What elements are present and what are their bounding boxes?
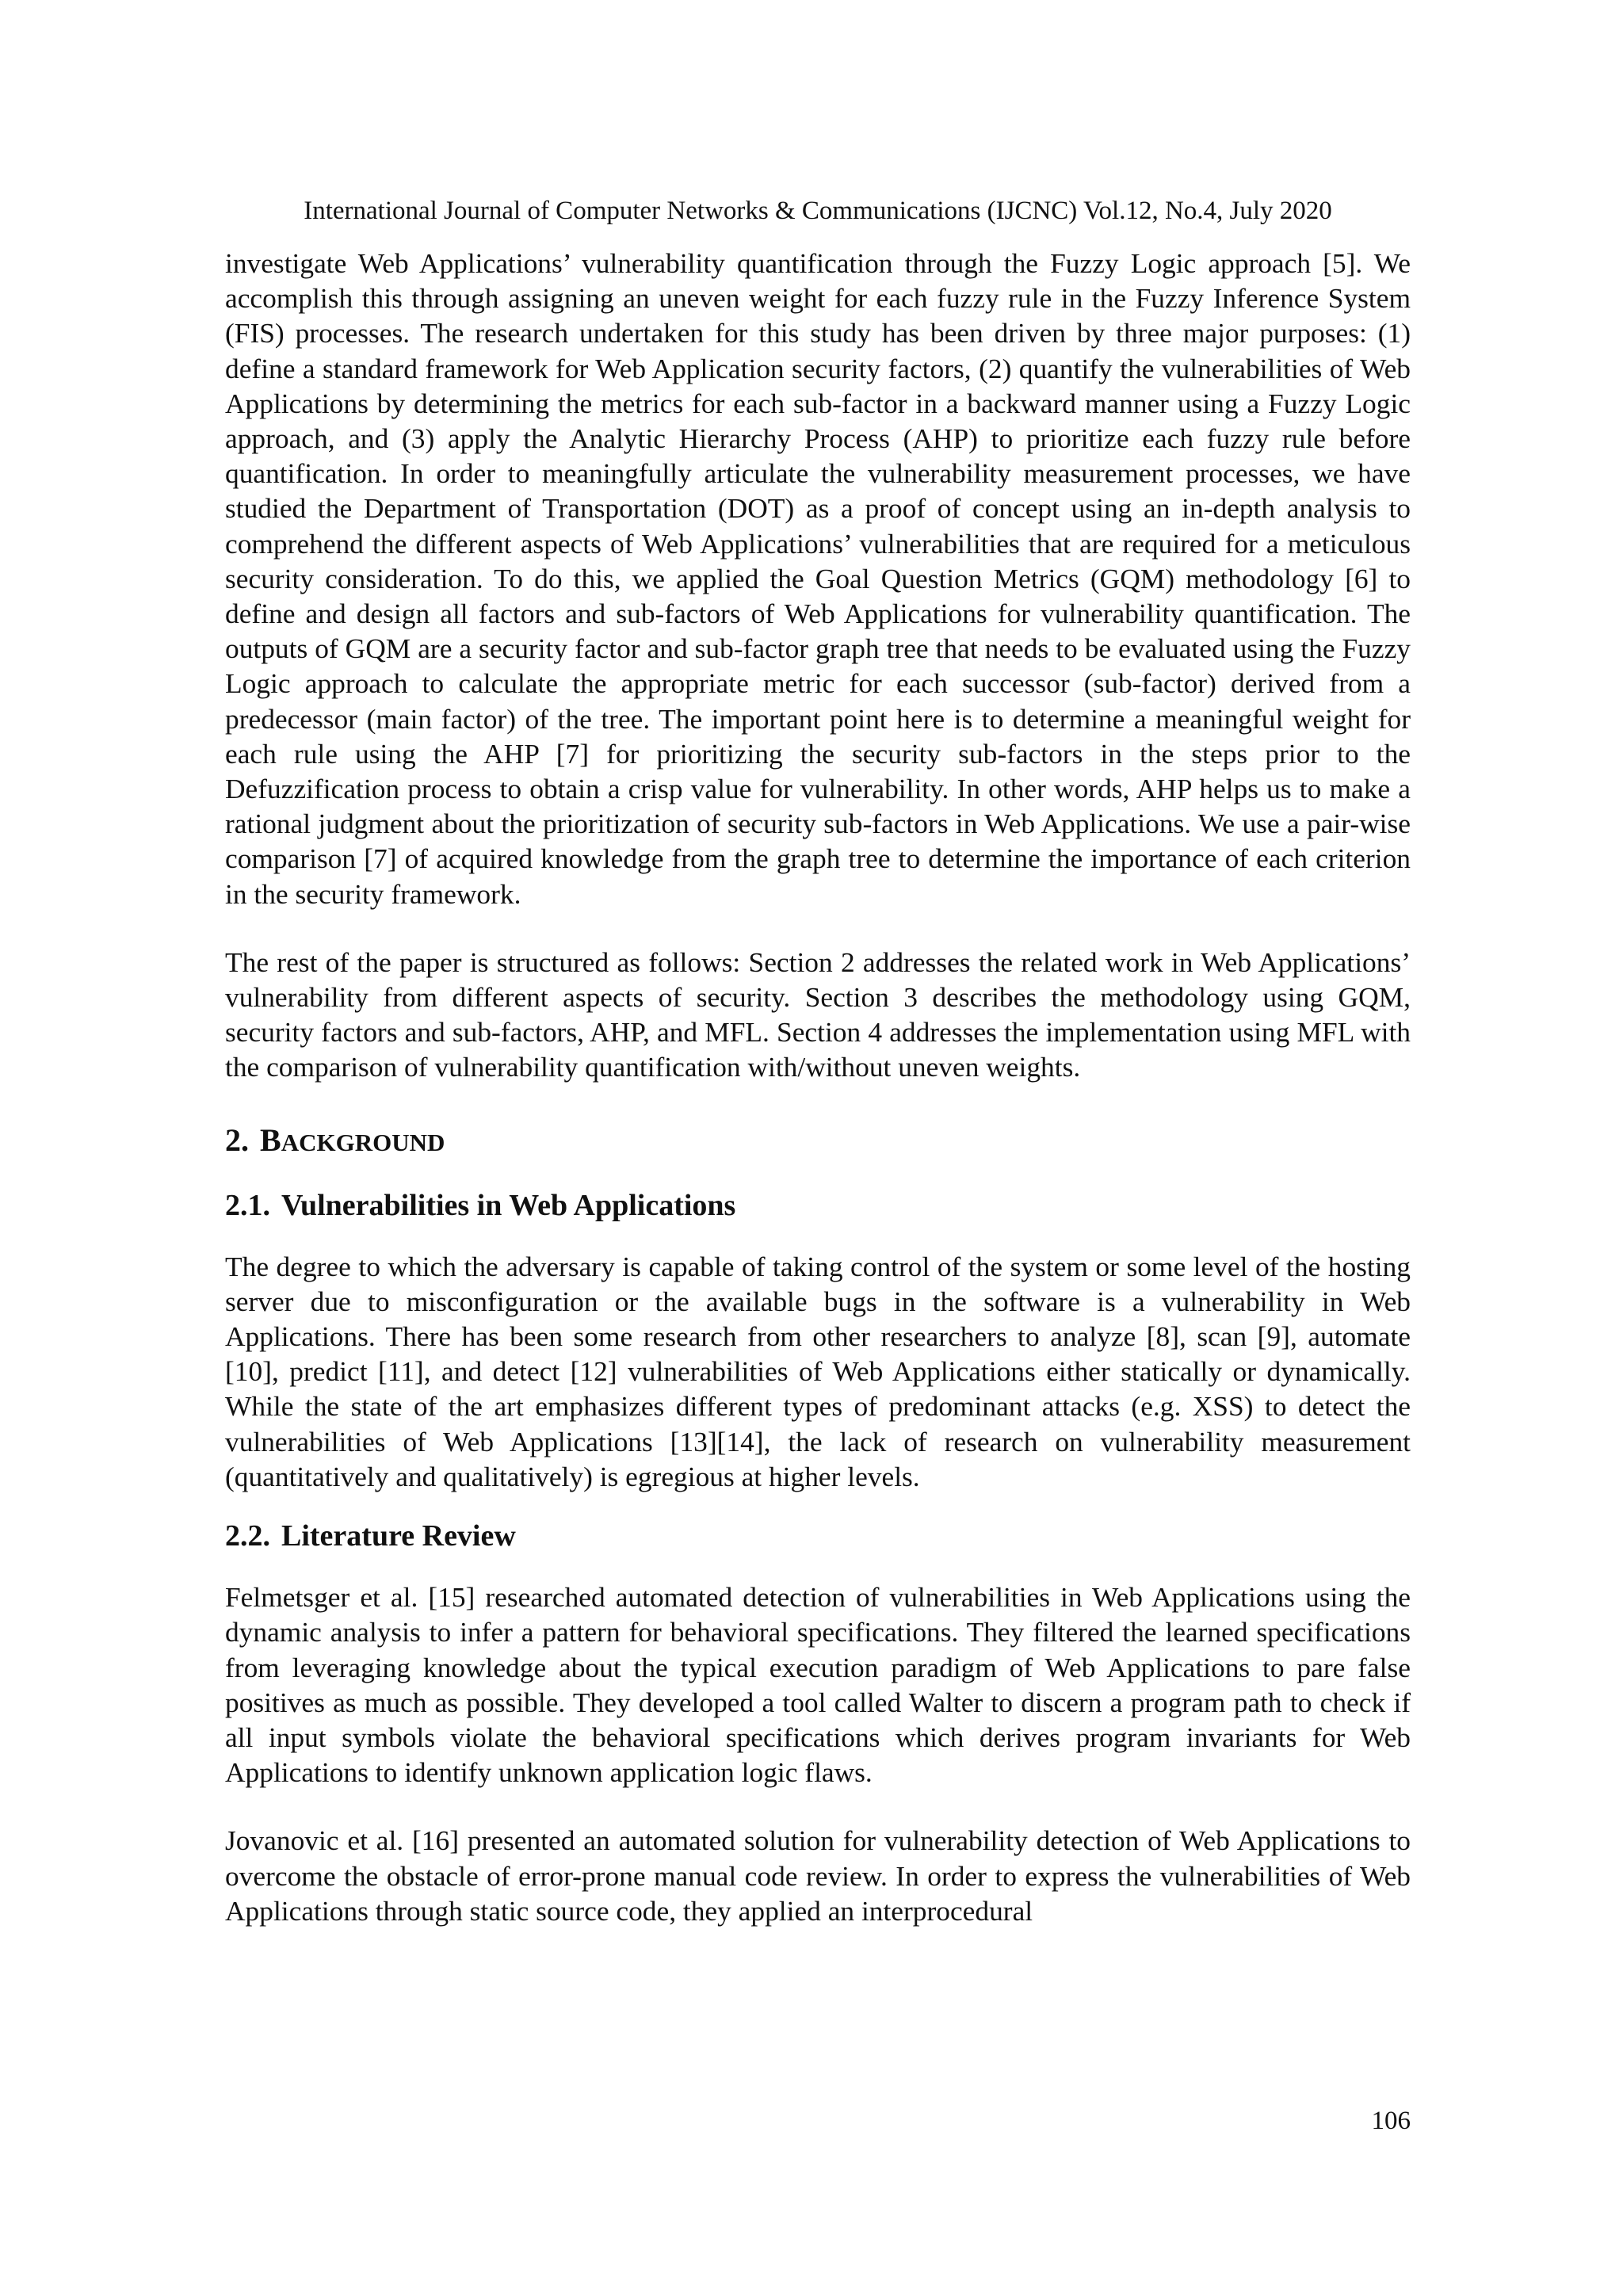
subsection-title: Literature Review	[281, 1519, 516, 1553]
paper-structure-paragraph: The rest of the paper is structured as follows: Section 2 addresses the related work in Web Applications’ vulnerability from different aspects of security. Section 3 describes the methodology using GQM, security factors and sub-factors, AHP, and MFL. Section 4 addresses the implementation using MFL with the comparison of vulnerability quantification with/without uneven weights.	[225, 946, 1411, 1083]
section-title-rest: ACKGROUND	[281, 1128, 445, 1156]
body-text	[225, 246, 1411, 1928]
section-number: 2.	[225, 1121, 249, 1158]
page-number: 106	[1371, 2107, 1411, 2135]
vulnerabilities-paragraph: The degree to which the adversary is capable of taking control of the system or some level of the hosting server due to misconfiguration or the available bugs in the software is a vulnerability in Web Applications. There has been some research from other researchers to analyze [8], scan [9], automate [10], predict [11], and detect [12] vulnerabilities of Web Applications either statically or dynamically. While the state of the art emphasizes different types of predominant attacks (e.g. XSS) to detect the vulnerabilities of Web Applications [13][14], the lack of research on vulnerability measurement (quantitatively and qualitatively) is egregious at higher levels.	[225, 1250, 1411, 1492]
running-header: International Journal of Computer Networks & Communications (IJCNC) Vol.12, No.4, July 2020	[304, 197, 1332, 225]
literature-paragraph-jovanovic: Jovanovic et al. [16] presented an automated solution for vulnerability detection of Web Applications to overcome the obstacle of error-prone manual code review. In order to express the vulnerabilities of Web Applications through static source code, they applied an interprocedural	[225, 1824, 1411, 1927]
subsection-number: 2.2.	[225, 1519, 270, 1553]
subsection-heading-vulnerabilities	[225, 1186, 1411, 1225]
subsection-heading-literature-review	[225, 1516, 1411, 1556]
literature-paragraph-felmetsger: Felmetsger et al. [15] researched automated detection of vulnerabilities in Web Applications using the dynamic analysis to infer a pattern for behavioral specifications. They filtered the learned specifications from leveraging knowledge about the typical execution paradigm of Web Applications to pare false positives as much as possible. They developed a tool called Walter to discern a program path to check if all input symbols violate the behavioral specifications which derives program invariants for Web Applications to identify unknown application logic flaws.	[225, 1581, 1411, 1789]
section-heading-background	[225, 1120, 1411, 1163]
section-title-initial: B	[260, 1121, 281, 1158]
subsection-title: Vulnerabilities in Web Applications	[281, 1188, 736, 1222]
intro-paragraph-continued: investigate Web Applications’ vulnerability quantification through the Fuzzy Logic approach [5]. We accomplish this through assigning an uneven weight for each fuzzy rule in the Fuzzy Inference System (FIS) processes. The research undertaken for this study has been driven by three major purposes: (1) define a standard framework for Web Application security factors, (2) quantify the vulnerabilities of Web Applications by determining the metrics for each sub-factor in a backward manner using a Fuzzy Logic approach, and (3) apply the Analytic Hierarchy Process (AHP) to prioritize each fuzzy rule before quantification. In order to meaningfully articulate the vulnerability measurement processes, we have studied the Department of Transportation (DOT) as a proof of concept using an in-depth analysis to comprehend the different aspects of Web Applications’ vulnerabilities that are required for a meticulous security consideration. To do this, we applied the Goal Question Metrics (GQM) methodology [6] to define and design all factors and sub-factors of Web Applications for vulnerability quantification. The outputs of GQM are a security factor and sub-factor graph tree that needs to be evaluated using the Fuzzy Logic approach to calculate the appropriate metric for each successor (sub-factor) derived from a predecessor (main factor) of the tree. The important point here is to determine a meaningful weight for each rule using the AHP [7] for prioritizing the security sub-factors in the steps prior to the Defuzzification process to obtain a crisp value for vulnerability. In other words, AHP helps us to make a rational judgment about the prioritization of security sub-factors in Web Applications. We use a pair-wise comparison [7] of acquired knowledge from the graph tree to determine the importance of each criterion in the security framework.	[225, 247, 1411, 910]
subsection-number: 2.1.	[225, 1188, 270, 1222]
